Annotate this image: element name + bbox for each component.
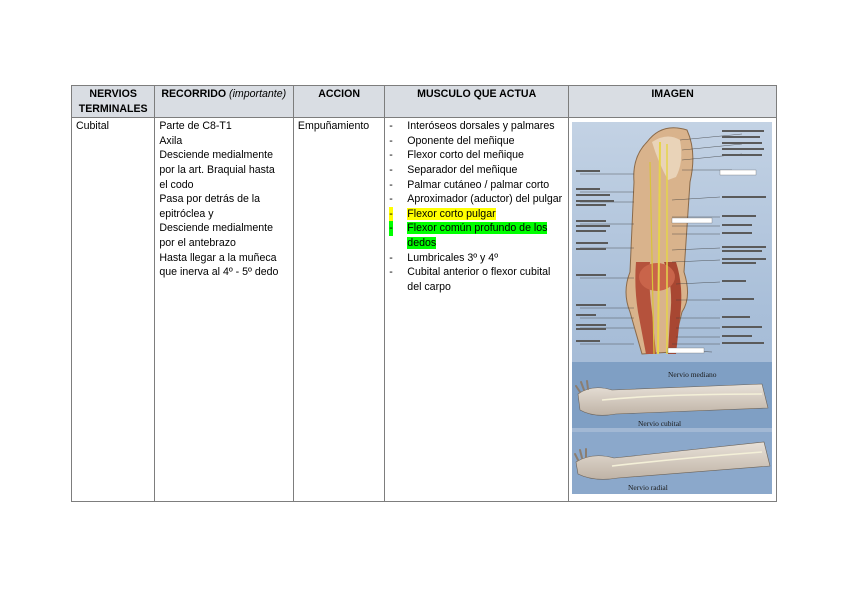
muscle-item	[389, 192, 564, 207]
muscle-item	[389, 148, 564, 163]
list-dash: -	[389, 120, 393, 133]
muscle-item	[389, 178, 564, 193]
forearm-median-illustration	[572, 362, 772, 428]
muscle-text: Interóseos dorsales y palmares	[407, 120, 555, 133]
route-line: por la art. Braquial hasta	[159, 163, 275, 176]
muscle-list	[389, 119, 564, 294]
muscle-item	[389, 265, 564, 294]
route-line: por el antebrazo	[159, 236, 236, 249]
route-line: Desciende medialmente	[159, 149, 273, 162]
cell-accion: Empuñamiento	[293, 118, 384, 502]
list-dash: -	[389, 193, 393, 206]
list-dash: -	[389, 134, 393, 147]
route-line: el codo	[159, 178, 194, 191]
forearm-radial-illustration	[572, 432, 772, 494]
list-dash: -	[389, 222, 393, 235]
muscle-item	[389, 163, 564, 178]
label-nervio-radial: Nervio radial	[628, 483, 668, 493]
nerve-table	[71, 85, 777, 502]
header-imagen: IMAGEN	[569, 86, 777, 118]
muscle-text: Cubital anterior o flexor cubital del carpo	[407, 266, 551, 293]
cell-recorrido	[155, 118, 294, 502]
cell-imagen	[569, 118, 777, 502]
header-musculo: MUSCULO QUE ACTUA	[385, 86, 569, 118]
table-row	[72, 118, 777, 502]
muscle-item	[389, 251, 564, 266]
muscle-item	[389, 134, 564, 149]
list-dash: -	[389, 207, 393, 220]
muscle-text: Palmar cutáneo / palmar corto	[407, 178, 550, 191]
muscle-item	[389, 207, 564, 222]
route-line: Axila	[159, 134, 183, 147]
muscle-text: Aproximador (aductor) del pulgar	[407, 193, 563, 206]
muscle-text: Separador del meñique	[407, 163, 518, 176]
route-line: Parte de C8-T1	[159, 120, 232, 133]
anatomy-image	[572, 122, 772, 494]
route-line: Pasa por detrás de la	[159, 193, 261, 206]
header-recorrido-note: (importante)	[229, 88, 287, 100]
muscle-text: Lumbricales 3º y 4º	[407, 251, 499, 264]
muscle-text: Flexor común profundo de los dedos	[407, 222, 548, 249]
route-line: Hasta llegar a la muñeca	[159, 251, 277, 264]
muscle-text: Flexor corto del meñique	[407, 149, 524, 162]
label-nervio-mediano: Nervio mediano	[668, 370, 717, 380]
list-dash: -	[389, 266, 393, 279]
muscle-item	[389, 119, 564, 134]
list-dash: -	[389, 149, 393, 162]
muscle-text: Flexor corto pulgar	[407, 207, 496, 220]
header-recorrido-main: RECORRIDO	[161, 88, 227, 100]
route-line: epitróclea y	[159, 207, 214, 220]
header-nervios: NERVIOS TERMINALES	[72, 86, 155, 118]
list-dash: -	[389, 251, 393, 264]
muscle-item	[389, 221, 564, 250]
cell-nervio: Cubital	[72, 118, 155, 502]
header-row	[72, 86, 777, 118]
list-dash: -	[389, 163, 393, 176]
header-accion: ACCION	[293, 86, 384, 118]
muscle-text: Oponente del meñique	[407, 134, 515, 147]
cell-musculos	[385, 118, 569, 502]
list-dash: -	[389, 178, 393, 191]
route-line: que inerva al 4º - 5º dedo	[159, 266, 279, 279]
route-line: Desciende medialmente	[159, 222, 273, 235]
header-recorrido	[155, 86, 294, 118]
label-nervio-cubital: Nervio cubital	[638, 419, 682, 429]
